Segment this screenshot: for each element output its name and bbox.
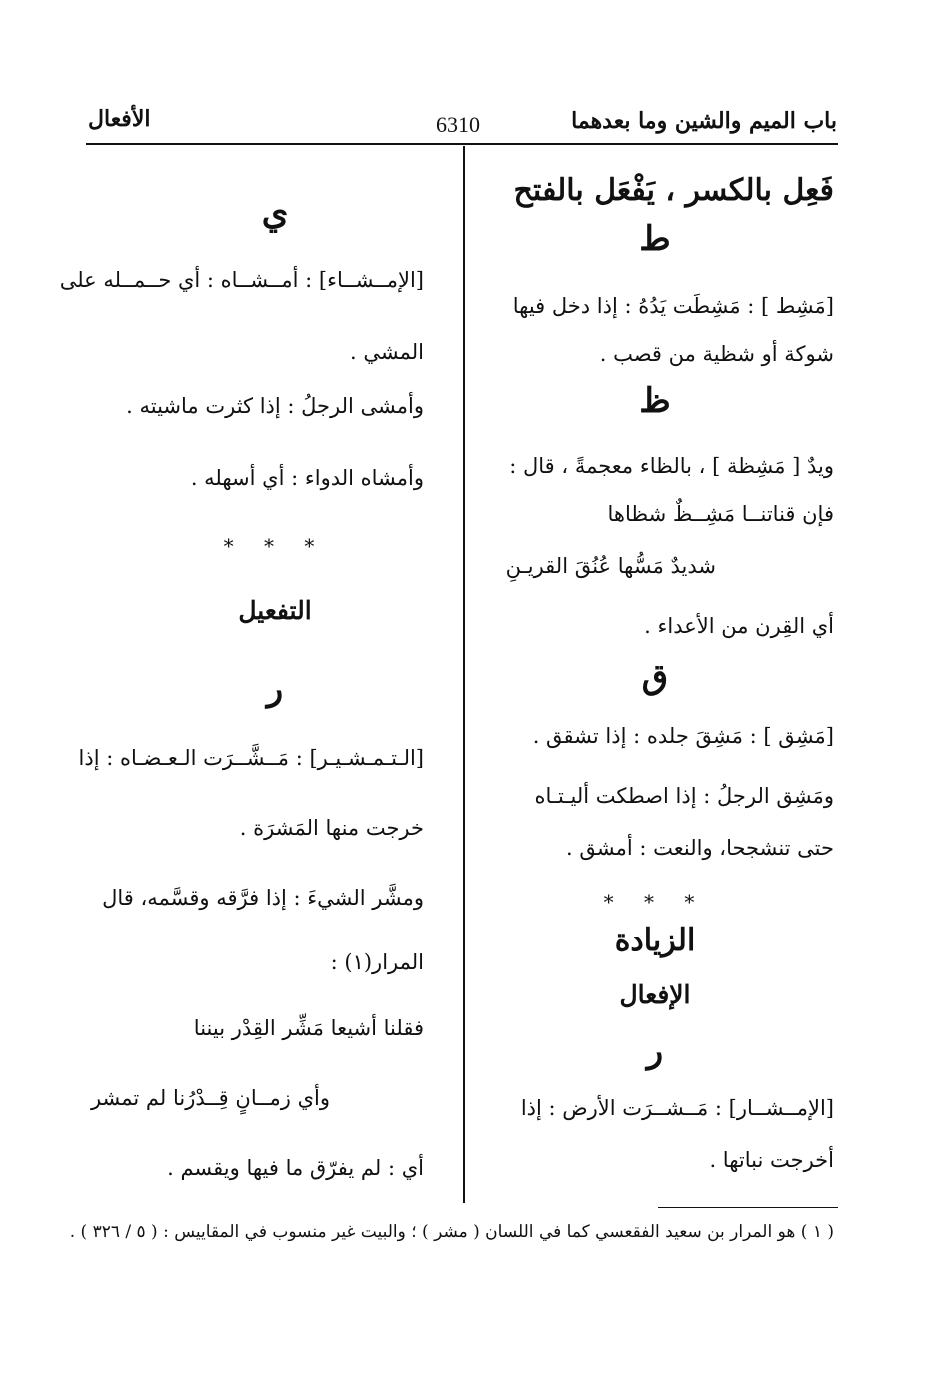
letter-heading: ط — [639, 219, 671, 259]
entry-line: خرجت منها المَشرَة . — [239, 816, 424, 840]
pattern-heading: فَعِل بالكسر ، يَفْعَل بالفتح — [513, 173, 834, 208]
letter-heading: ر — [266, 669, 284, 709]
verse-line: فإن قناتنــا مَشِــظٌ شظاها — [607, 502, 834, 526]
entry-line: [الإمــشــاء] : أمــشــاه : أي حــمــله على — [59, 268, 424, 292]
letter-heading: ظ — [639, 381, 671, 421]
entry-line: [مَشِق ] : مَشِقَ جلده : إذا تشقق . — [532, 724, 834, 748]
letter-heading: ي — [261, 193, 289, 233]
entry-line: شوكة أو شظية من قصب . — [599, 342, 834, 366]
letter-heading: ق — [641, 657, 669, 697]
section-title: الأفعال — [88, 106, 151, 132]
footnote: ( ١ ) هو المرار بن سعيد الفقعسي كما في اللسان ( مشر ) ؛ والبيت غير منسوب في المقاييس : ( ٥ / ٣٢٦ ) . — [69, 1222, 834, 1242]
entry-line: [الـتـمـشـيـر] : مَــشَّــرَت الـعـضـاه : إذا — [78, 746, 424, 770]
chapter-title: باب الميم والشين وما بعدهما — [571, 108, 837, 134]
footnote-rule — [658, 1207, 838, 1208]
entry-line: أي القِرن من الأعداء . — [644, 614, 834, 638]
section-separator: * * * — [223, 534, 327, 558]
entry-line: ويدٌ [ مَشِظة ] ، بالظاء معجمةً ، قال : — [509, 454, 834, 478]
section-heading: الزيادة — [614, 923, 696, 958]
entry-line: [مَشِط ] : مَشِطَت يَدُهُ : إذا دخل فيها — [512, 294, 834, 318]
entry-line: حتى تنشجحا، والنعت : أمشق . — [566, 836, 834, 860]
entry-line: [الإمــشــار] : مَــشــرَت الأرض : إذا — [520, 1096, 834, 1120]
verse-line: فقلنا أشيعا مَشِّر القِدْر بيننا — [193, 1016, 424, 1040]
header-rule — [86, 143, 838, 145]
entry-line: ومشَّر الشيءَ : إذا فرَّقه وقسَّمه، قال — [102, 886, 424, 910]
entry-line: المشي . — [350, 340, 424, 364]
entry-line: وأمشاه الدواء : أي أسهله . — [190, 466, 424, 490]
verse-line: شديدٌ مَسُّها عُنُقَ القريـنِ — [505, 554, 716, 578]
section-heading: التفعيل — [238, 596, 312, 625]
entry-line: المرار(١) : — [330, 950, 424, 974]
verse-line: وأي زمــانٍ قِــدْرُنا لم تمشر — [90, 1086, 330, 1110]
entry-line: ومَشِق الرجلُ : إذا اصطكت أليـتـاه — [534, 784, 834, 808]
entry-line: أي : لم يفرّق ما فيها ويقسم . — [167, 1156, 424, 1180]
page-number: 6310 — [436, 112, 480, 137]
subsection-heading: الإفعال — [619, 980, 691, 1009]
entry-line: أخرجت نباتها . — [709, 1148, 834, 1172]
section-separator: * * * — [603, 890, 707, 914]
entry-line: وأمشى الرجلُ : إذا كثرت ماشيته . — [126, 394, 424, 418]
letter-heading: ر — [646, 1031, 664, 1071]
